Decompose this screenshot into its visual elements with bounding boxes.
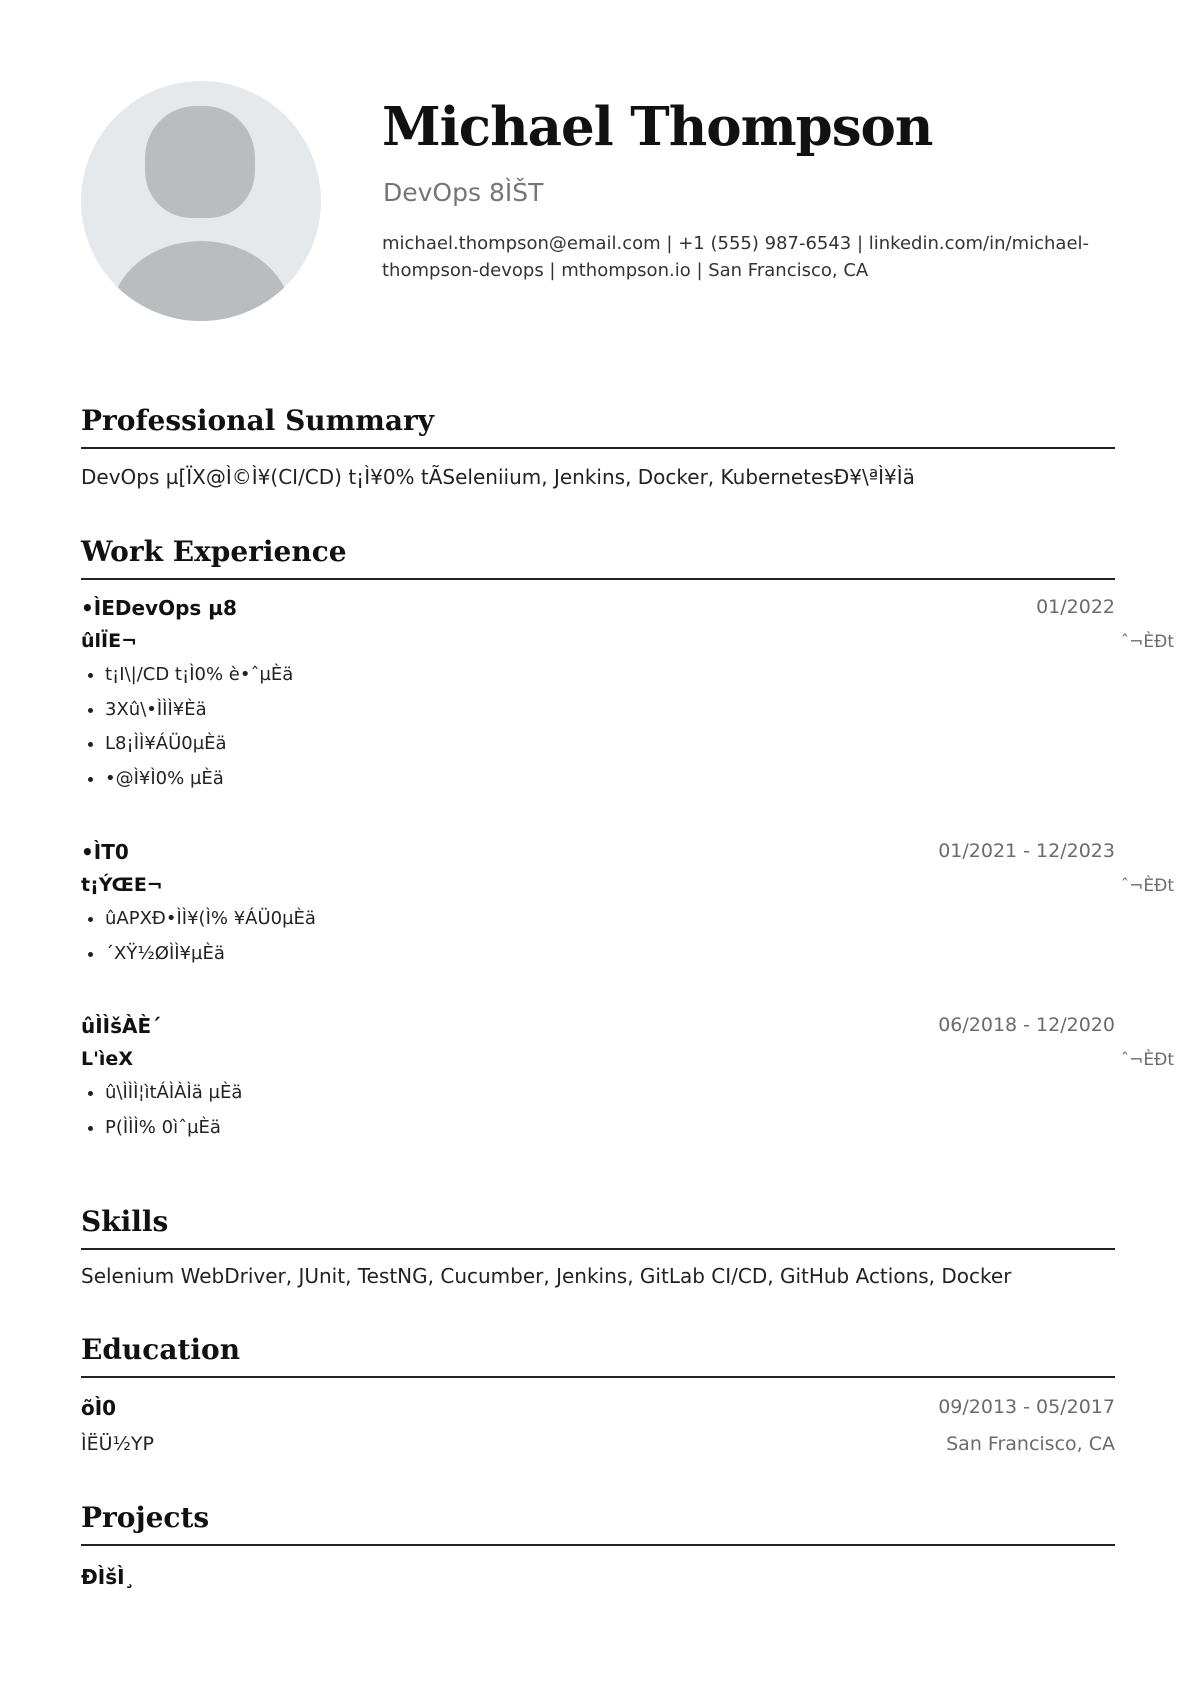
avatar-head-shape	[145, 106, 255, 218]
summary-text: DevOps µ[ÏX@Ì©Ì¥(CI/CD) t¡Ì¥0% tÃSeleniium, Jenkins, Docker, KubernetesÐ¥\ªÌ¥Ìä	[81, 465, 915, 489]
job-title: •ÌEDevOps µ8	[81, 596, 237, 620]
candidate-name: Michael Thompson	[382, 96, 933, 158]
project-title: ÐÌšÌ¸	[81, 1565, 135, 1589]
job-bullet: • •@Ì¥Ì0% µÈä	[105, 762, 293, 797]
job-bullets	[81, 1076, 242, 1145]
education-date: 09/2013 - 05/2017	[938, 1396, 1115, 1418]
job-bullet: • ûAPXÐ•ÌÌ¥(Ì% ¥ÁÜ0µÈä	[105, 902, 316, 937]
contact-info: michael.thompson@email.com | +1 (555) 987-6543 | linkedin.com/in/michael-thompson-devops | mthompson.io | San Francisco, CA	[382, 233, 1090, 281]
job-bullet: • t¡I\|/CD t¡Ì0% è•ˆµÈä	[105, 658, 293, 693]
avatar	[81, 81, 321, 321]
job-location: ˆ¬ÈÐt	[1120, 1050, 1174, 1070]
avatar-body-shape	[111, 241, 291, 321]
job-bullets	[81, 902, 316, 971]
job-date: 01/2021 - 12/2023	[938, 840, 1115, 862]
job-company: L'ìeX	[81, 1048, 133, 1070]
section-title-skills: Skills	[81, 1202, 1115, 1250]
job-bullets	[81, 658, 293, 796]
job-location: ˆ¬ÈÐt	[1120, 876, 1174, 896]
job-bullet: • L8¡ÌÌ¥ÁÜ0µÈä	[105, 727, 293, 762]
section-title-experience: Work Experience	[81, 532, 1115, 580]
job-bullet: • 3Xû\•ÌÌÌ¥Èä	[105, 693, 293, 728]
job-company: t¡ÝŒE¬	[81, 874, 163, 896]
section-title-education: Education	[81, 1330, 1115, 1378]
section-title-projects: Projects	[81, 1498, 1115, 1546]
job-date: 01/2022	[1036, 596, 1115, 618]
job-bullet: • ´XŸ½ØÌÌ¥µÈä	[105, 937, 316, 972]
education-title: õÌ0	[81, 1396, 117, 1420]
education-subtitle: ÌËÜ½YP	[81, 1433, 154, 1455]
education-location: San Francisco, CA	[946, 1433, 1115, 1455]
job-title: ûÌÌšÀÈ´	[81, 1014, 162, 1038]
job-bullet: • û\ÌÌÌ¦ìtÁÌÀÌä µÈä	[105, 1076, 242, 1111]
job-bullet: • P(ÌÌÌ% 0ìˆµÈä	[105, 1111, 242, 1146]
candidate-role: DevOps 8ÌŠT	[383, 178, 544, 207]
section-title-summary: Professional Summary	[81, 401, 1115, 449]
job-company: ûlÏE¬	[81, 630, 138, 652]
job-date: 06/2018 - 12/2020	[938, 1014, 1115, 1036]
skills-text: Selenium WebDriver, JUnit, TestNG, Cucumber, Jenkins, GitLab CI/CD, GitHub Actions, Docker	[81, 1264, 1012, 1288]
job-location: ˆ¬ÈÐt	[1120, 632, 1174, 652]
job-title: •ÌT0	[81, 840, 129, 864]
